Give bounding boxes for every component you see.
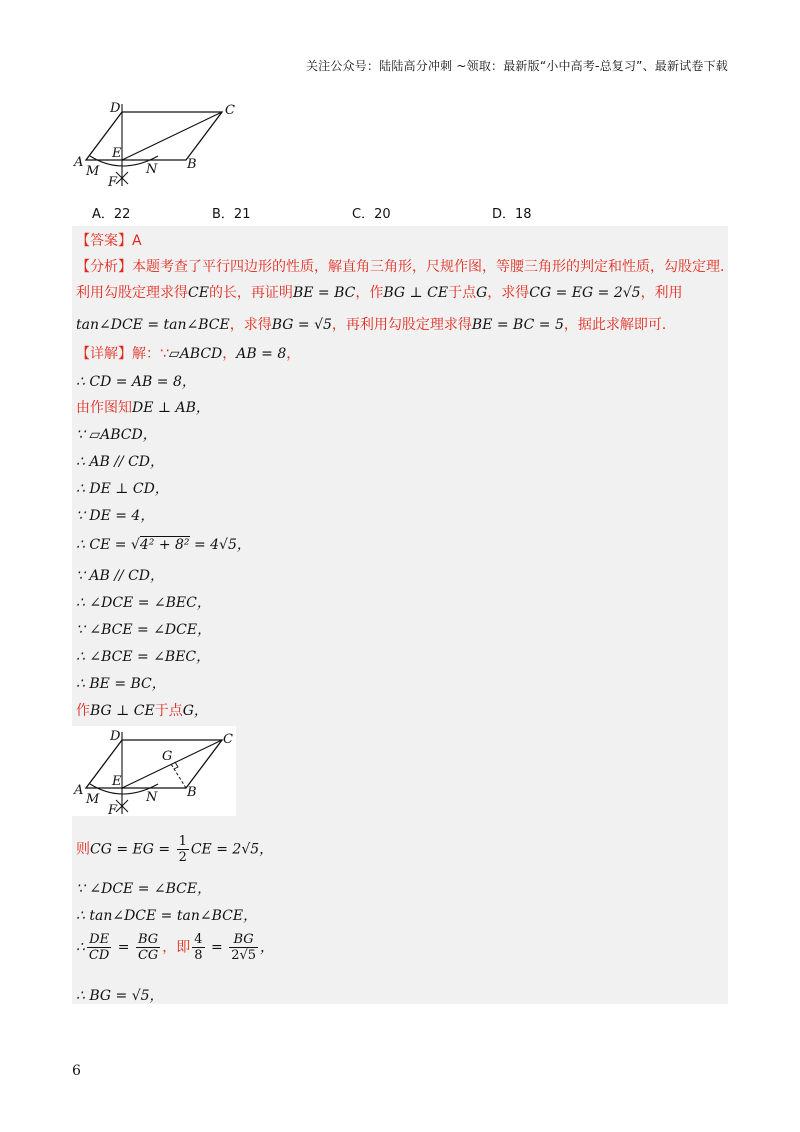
step-ratio-end: ，: [260, 939, 275, 956]
page-header: 关注公众号：陆陆高分冲刺 ~领取：最新版“小中高考-总复习”、最新试卷下载: [305, 59, 728, 73]
fraction-bg-cg: [136, 932, 160, 963]
step-angle-1: ∴ ∠DCE = ∠BEC，: [76, 595, 211, 611]
frac-num-de: DE: [87, 932, 111, 948]
label-N: N: [146, 162, 158, 177]
analysis-math-tan: tan∠DCE = tan∠BCE: [76, 317, 230, 333]
step-ratio-text: ，即: [162, 939, 191, 956]
analysis-math-ce: CE: [188, 285, 209, 301]
fraction-de-cd: [87, 932, 111, 963]
answer-value: A: [132, 233, 142, 249]
answer-line: [76, 230, 142, 250]
label2-E: E: [112, 774, 122, 789]
analysis-tag: 【分析】: [76, 259, 132, 275]
analysis-text-2g: 于点: [448, 285, 477, 301]
analysis-text-1: 本题考查了平行四边形的性质，解直角三角形，尺规作图，等腰三角形的判定和性质，勾股定理．: [132, 259, 734, 275]
fraction-denominator: 2: [178, 850, 187, 865]
step-cg-rhs: CE = 2√5，: [190, 841, 274, 858]
analysis-text-3f: ，据此求解即可．: [563, 317, 676, 333]
label2-B: B: [187, 785, 197, 800]
analysis-text-2a: 利用勾股定理求得: [76, 285, 188, 301]
analysis-math-bg-perp: BG ⊥ CE: [383, 285, 449, 301]
frac-num-bg: BG: [136, 932, 160, 948]
label-E: E: [112, 146, 122, 161]
step-bg-value: ∴ BG = √5，: [76, 988, 164, 1004]
detail-tag: 【详解】: [76, 346, 132, 362]
analysis-math-g: G: [476, 285, 488, 301]
analysis-text-2i: ，求得: [487, 285, 530, 301]
label-D: D: [110, 101, 121, 116]
step-ratio-therefore: ∴: [76, 939, 85, 956]
step-cg-lhs: CG = EG =: [90, 841, 175, 858]
step-bg-text-c: 于点: [154, 703, 183, 719]
step-angle-3: ∴ ∠BCE = ∠BEC，: [76, 649, 211, 665]
step-cg: [76, 834, 273, 865]
option-c[interactable]: C．20: [352, 207, 391, 222]
step-bg-math: BG ⊥ CE: [90, 703, 155, 719]
step-tan: ∴ tan∠DCE = tan∠BCE，: [76, 908, 258, 924]
analysis-line-1: [76, 256, 734, 276]
step-ce-rhs: = 4√5，: [189, 537, 251, 553]
step-cg-text: 则: [76, 841, 90, 858]
option-a[interactable]: A．22: [92, 207, 131, 222]
frac-den-cd: CD: [88, 948, 110, 963]
step-de-cd: ∴ DE ⊥ CD，: [76, 481, 169, 497]
label-M: M: [86, 164, 100, 179]
step-ratio: [76, 932, 274, 963]
fraction-one-half: [177, 834, 189, 865]
label2-F: F: [108, 803, 118, 816]
label-A: A: [74, 155, 84, 170]
step-bg: [76, 700, 208, 720]
analysis-text-2k: ，利用: [640, 285, 683, 301]
analysis-text-3d: ，再利用勾股定理求得: [331, 317, 472, 333]
step-ce: ∴ CE = √4² + 8² = 4√5，: [76, 537, 251, 553]
label2-N: N: [146, 790, 158, 805]
label2-G: G: [162, 749, 173, 764]
detail-math-abcd: ▱ABCD: [168, 346, 223, 362]
analysis-text-2c: 的长，再证明: [208, 285, 293, 301]
analysis-text-3b: ，求得: [229, 317, 272, 333]
label-C: C: [225, 103, 235, 118]
analysis-math-be-bc: BE = BC: [292, 285, 356, 301]
step-ab-cd-2: ∵ AB // CD，: [76, 568, 165, 584]
analysis-line-2: [76, 282, 683, 302]
frac-num-bg-2: BG: [229, 932, 258, 948]
answer-tag: 【答案】: [76, 233, 132, 249]
label2-C: C: [223, 732, 233, 747]
step-ratio-eq-1: =: [113, 939, 134, 956]
detail-text-1c: ，: [222, 346, 237, 362]
frac-den-cg: CG: [137, 948, 159, 963]
parallelogram-figure-1: [72, 98, 252, 190]
analysis-math-be-bc-5: BE = BC = 5: [471, 317, 564, 333]
fraction-4-8: [192, 932, 204, 963]
detail-text-1e: ，: [286, 346, 301, 362]
analysis-text-2e: ，作: [355, 285, 384, 301]
step-cd: ∴ CD = AB = 8，: [76, 374, 196, 390]
fraction-numerator: 1: [178, 834, 187, 849]
label-B: B: [187, 157, 197, 172]
step-ab-cd: ∴ AB // CD，: [76, 454, 165, 470]
step-fig: [76, 397, 210, 417]
step-fig-text: 由作图知: [76, 400, 132, 416]
label2-D: D: [110, 729, 121, 744]
detail-text-1a: 解：∵: [132, 346, 169, 362]
parallelogram-figure-2: [72, 726, 236, 816]
step-fig-math: DE ⊥ AB，: [132, 400, 210, 416]
frac-den-8: 8: [194, 948, 203, 963]
step-angle-2: ∵ ∠BCE = ∠DCE，: [76, 622, 212, 638]
label-F: F: [108, 175, 118, 190]
page-number: 6: [72, 1063, 81, 1079]
step-para: ∵ ▱ABCD，: [76, 427, 157, 443]
detail-math-ab8: AB = 8: [236, 346, 287, 362]
detail-line-1: [76, 343, 300, 363]
step-bg-point: G，: [182, 703, 208, 719]
step-be-bc: ∴ BE = BC，: [76, 676, 166, 692]
option-b[interactable]: B．21: [212, 207, 251, 222]
label2-A: A: [74, 783, 84, 798]
option-d[interactable]: D．18: [492, 207, 532, 222]
analysis-line-3: [76, 314, 676, 334]
step-ce-radicand: 4² + 8²: [139, 537, 190, 553]
step-bg-text-a: 作: [76, 703, 90, 719]
frac-den-2root5: 2√5: [231, 948, 257, 963]
step-ce-lhs: ∴ CE =: [76, 537, 131, 553]
analysis-math-cg: CG = EG = 2√5: [529, 285, 641, 301]
step-de4: ∵ DE = 4，: [76, 508, 155, 524]
label2-M: M: [86, 792, 100, 807]
step-ratio-eq-2: =: [206, 939, 228, 956]
answer-options: [92, 203, 592, 222]
step-angle-4: ∵ ∠DCE = ∠BCE，: [76, 881, 212, 897]
frac-num-4: 4: [194, 932, 203, 947]
analysis-math-bg: BG = √5: [271, 317, 332, 333]
fraction-bg-2root5: [229, 932, 258, 963]
